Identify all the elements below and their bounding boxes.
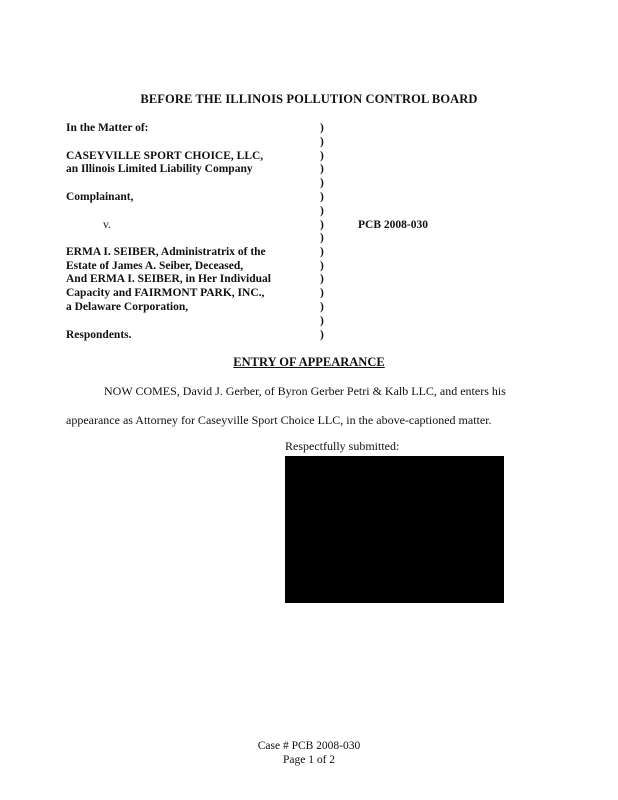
complainant-name: CASEYVILLE SPORT CHOICE, LLC, [66,150,264,162]
complainant-description: an Illinois Limited Liability Company [66,163,253,175]
footer-page-number: Page 1 of 2 [282,754,336,766]
appearance-paragraph-line-2: appearance as Attorney for Caseyville Sport Choice LLC, in the above-captioned matter. [66,413,492,427]
caption-paren: ) [320,287,324,299]
footer-case-reference: Case # PCB 2008-030 [257,740,361,752]
respondent-line-1: ERMA I. SEIBER, Administratrix of the [66,246,266,258]
caption-paren: ) [320,205,324,217]
caption-paren: ) [320,219,324,231]
caption-paren: ) [320,260,324,272]
caption-paren: ) [320,315,324,327]
respondent-line-5: a Delaware Corporation, [66,301,189,313]
section-heading: ENTRY OF APPEARANCE [233,355,385,369]
respondent-line-2: Estate of James A. Seiber, Deceased, [66,260,244,272]
caption-paren: ) [320,329,324,341]
caption-paren: ) [320,122,324,134]
in-the-matter-label: In the Matter of: [66,122,149,134]
respondent-role: Respondents. [66,329,132,341]
caption-paren: ) [320,150,324,162]
caption-paren: ) [320,191,324,203]
document-title: BEFORE THE ILLINOIS POLLUTION CONTROL BOARD [140,92,478,106]
caption-paren: ) [320,232,324,244]
caption-paren: ) [320,177,324,189]
redacted-signature-block [285,456,504,603]
closing-text: Respectfully submitted: [285,439,400,453]
complainant-role: Complainant, [66,191,134,203]
respondent-line-3: And ERMA I. SEIBER, in Her Individual [66,273,271,285]
respondent-line-4: Capacity and FAIRMONT PARK, INC., [66,287,265,299]
caption-paren: ) [320,246,324,258]
case-number: PCB 2008-030 [358,219,428,231]
appearance-paragraph-line-1: NOW COMES, David J. Gerber, of Byron Gerber Petri & Kalb LLC, and enters his [104,384,506,398]
caption-paren: ) [320,163,324,175]
caption-paren: ) [320,136,324,148]
caption-paren: ) [320,301,324,313]
versus-label: v. [103,219,111,231]
caption-paren: ) [320,273,324,285]
